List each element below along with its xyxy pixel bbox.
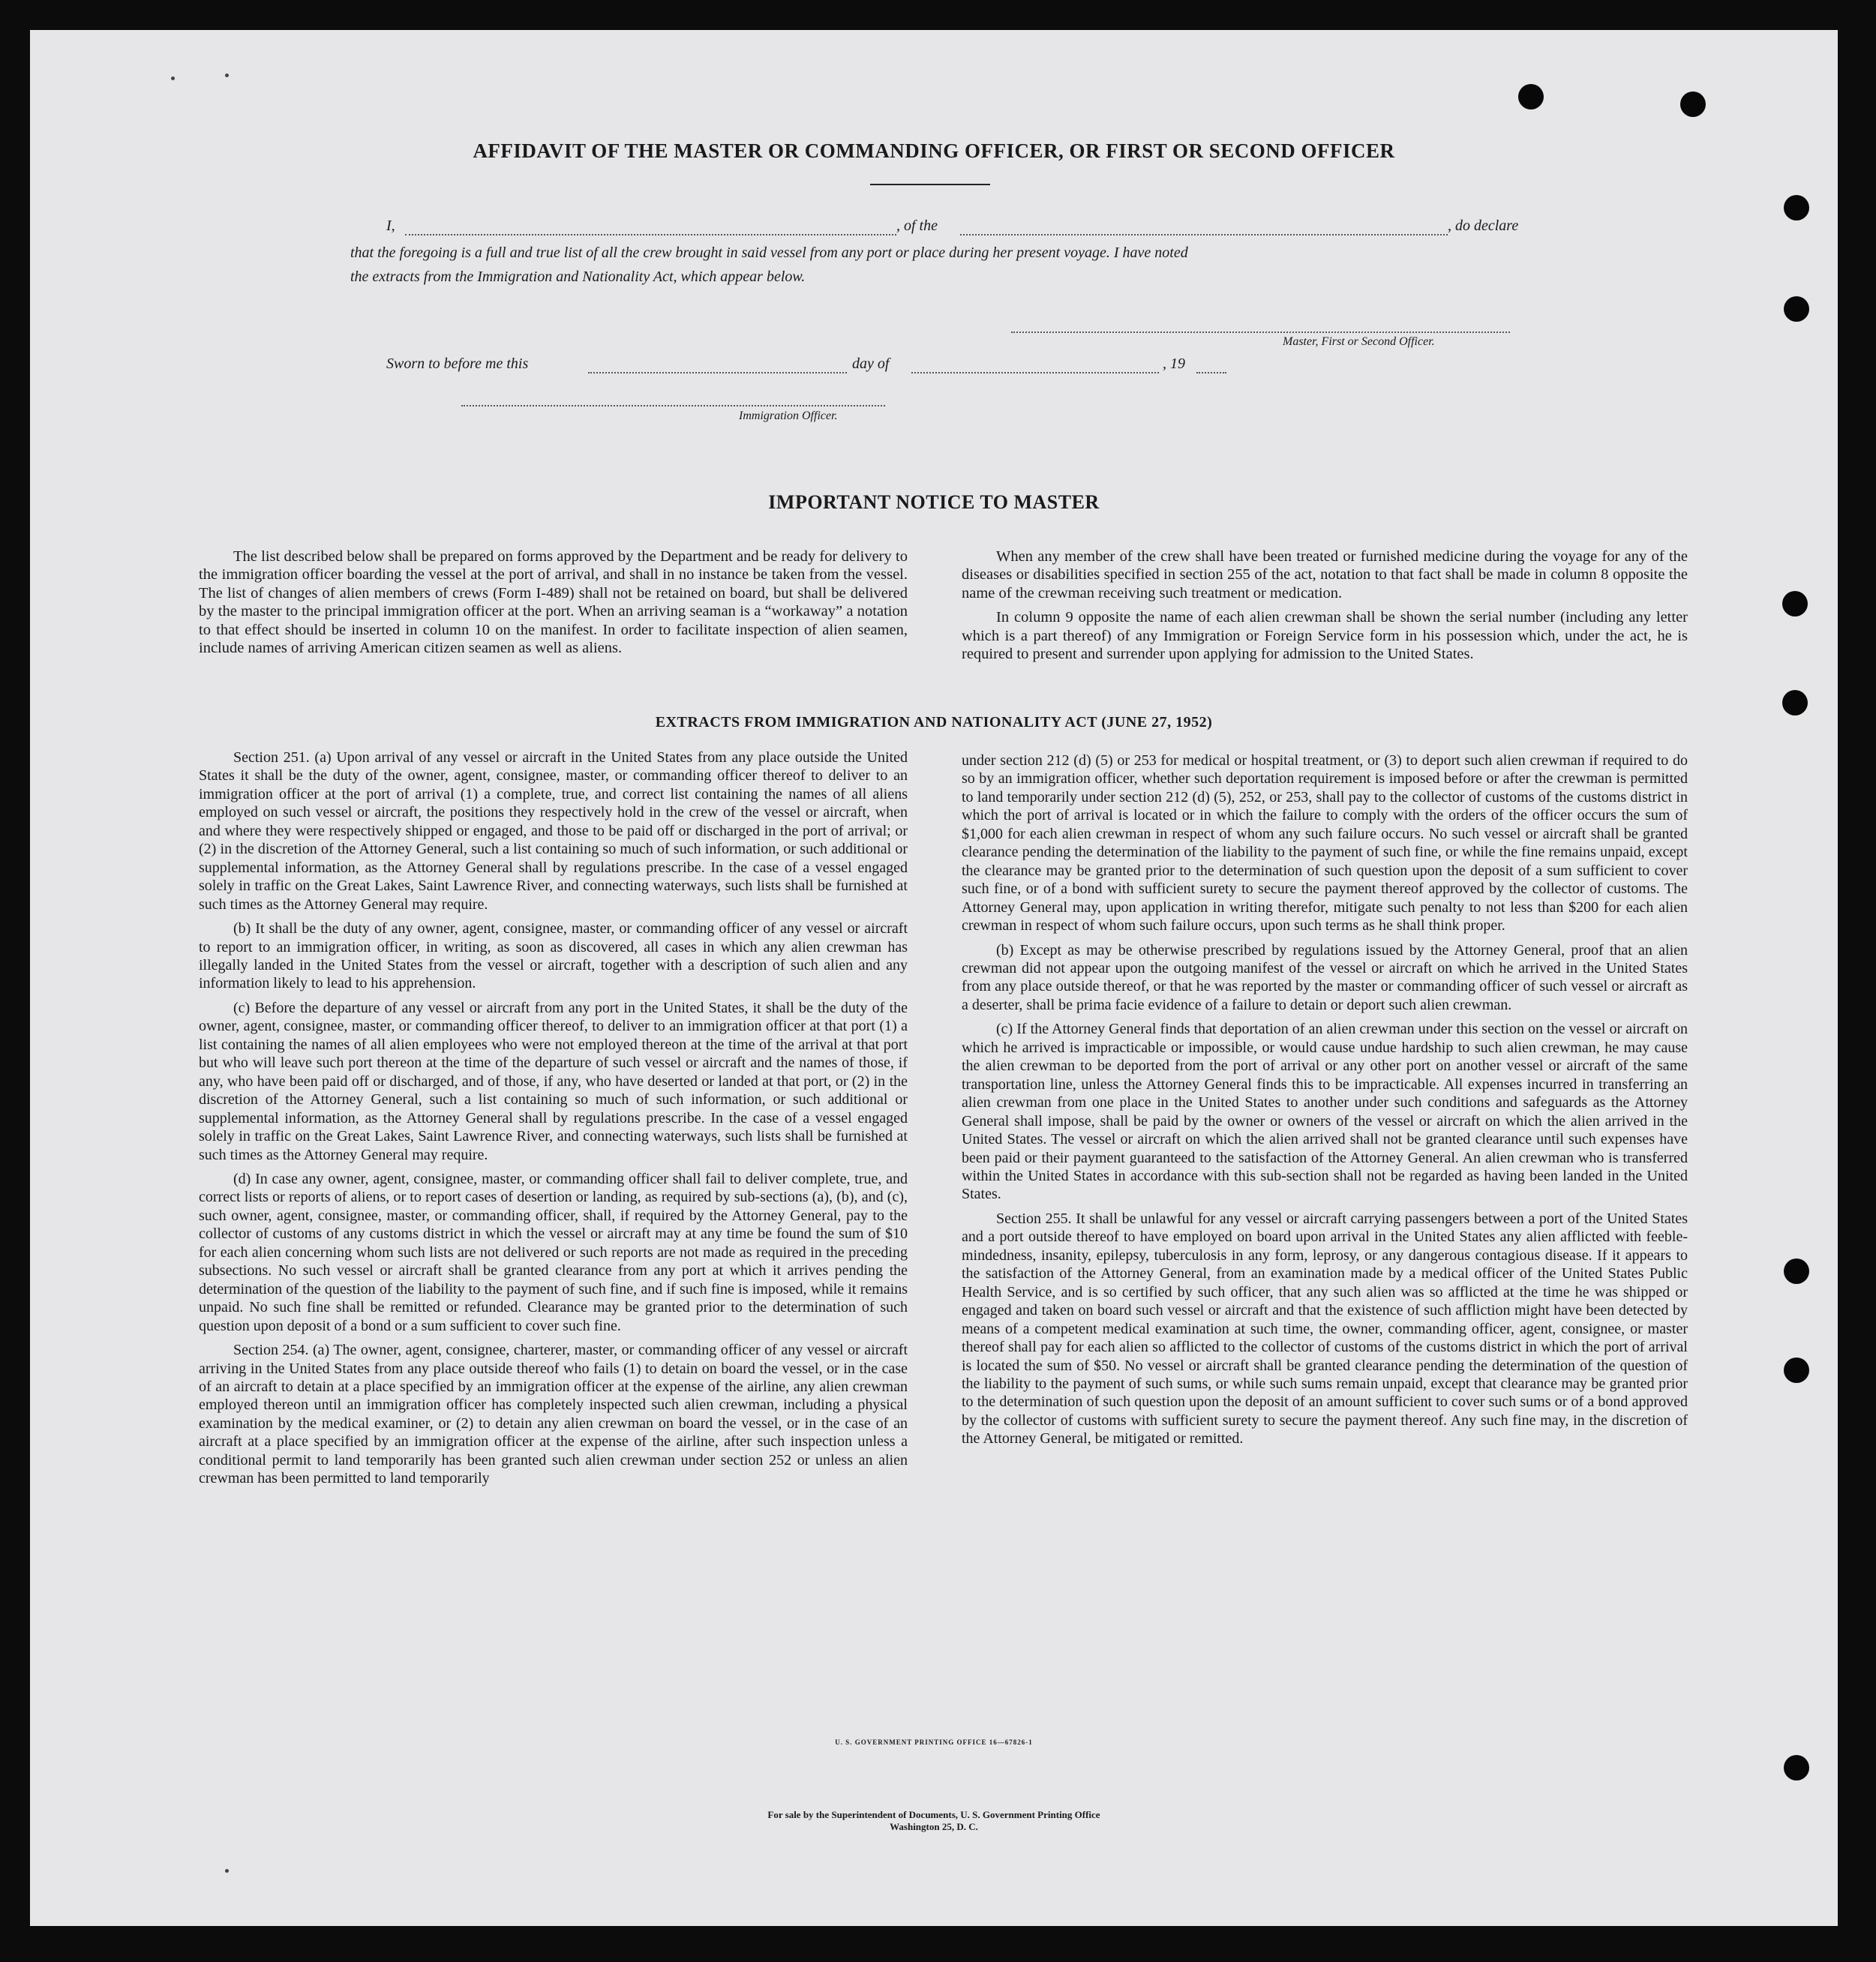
section-254-a: Section 254. (a) The owner, agent, consignee, charterer, master, or commanding officer of any vessel or aircraft arriving in the United States from any place outside thereof who fails (1) to detain on board the vessel, or in the case of an aircraft to detain at a place specified by an immigration officer at the expense of the airline, any alien crewman employed thereon until an immigration officer has completely inspected such alien crewman, including a physical examination by the medical examiner, or (2) to detain any alien crewman on board the vessel, or in the case of an aircraft at a place specified by an immigration officer at the expense of the airline, after such inspection unless a conditional permit to land temporarily has been granted such alien crewman under section 252 or unless an alien crewman has been permitted to land temporarily	[199, 1342, 908, 1487]
notice-paragraph: When any member of the crew shall have been treated or furnished medicine during the voyage for any of the diseases or disabilities specified in section 255 of the act, notation to that fact shall be made in column 8 opposite the name of the crewman receiving such treatment or medication.	[962, 548, 1688, 602]
notice-paragraph: The list described below shall be prepared on forms approved by the Department and be ready for delivery to the immigration officer boarding the vessel at the port of arrival, and shall in no instance be taken from the vessel. The list of changes of alien members of crews (Form I-489) shall not be retained on board, but shall be delivered by the master to the principal immigration officer at the port. When an arriving seaman is a “workaway” a notation to that effect should be inserted in column 10 on the manifest. In order to facilitate inspection of alien seamen, include names of arriving American citizen seamen as well as aliens.	[199, 548, 908, 657]
punch-hole	[1784, 195, 1809, 220]
notice-paragraph: In column 9 opposite the name of each alien crewman shall be shown the serial number (including any letter which is a part thereof) of any Immigration or Foreign Service form in his possession which, under the act, he is required to present and surrender upon applying for admission to the United States.	[962, 609, 1688, 663]
affidavit-title: AFFIDAVIT OF THE MASTER OR COMMANDING OFFICER, OR FIRST OR SECOND OFFICER	[473, 140, 1395, 162]
extracts-title: EXTRACTS FROM IMMIGRATION AND NATIONALITY ACT (JUNE 27, 1952)	[655, 714, 1213, 730]
notice-left-column	[199, 548, 908, 663]
punch-hole	[1784, 1755, 1809, 1780]
section-251-a: Section 251. (a) Upon arrival of any vessel or aircraft in the United States from any place outside the United States it shall be the duty of the owner, agent, consignee, master, or commanding officer thereof to deliver to an immigration officer at the port of arrival (1) a complete, true, and correct list containing the names of all aliens employed on such vessel or aircraft, the positions they respectively hold in the crew of the vessel or aircraft, when and where they were respectively shipped or engaged, and those to be paid off or discharged in the port of arrival; or (2) in the discretion of the Attorney General, such a list containing so much of such information, or such additional or supplemental information, as the Attorney General shall by regulations prescribe. In the case of a vessel engaged solely in traffic on the Great Lakes, Saint Lawrence River, and connecting waterways, such lists shall be furnished at such times as the Attorney General may require.	[199, 749, 908, 913]
section-251-c: (c) Before the departure of any vessel or aircraft from any port in the United States, it shall be the duty of the owner, agent, consignee, master, or commanding officer thereof, to deliver to an immigration officer at that port (1) a list containing the names of all alien employees who were not employed thereon at the time of the arrival at that port but who will leave such port thereon at the time of the departure of such vessel or aircraft and the names of those, if any, who have been paid off or discharged, and of those, if any, who have deserted or landed at that port, or (2) in the discretion of the Attorney General, such a list containing so much of such information, or such additional or supplemental information, as the Attorney General shall by regulations prescribe. In the case of a vessel engaged solely in traffic on the Great Lakes, Saint Lawrence River, and connecting waterways, such lists shall be furnished at such times as the Attorney General may require.	[199, 999, 908, 1163]
section-255: Section 255. It shall be unlawful for any vessel or aircraft carrying passengers between a port of the United States and a port outside thereof to have employed on board upon arrival in the United States any alien afflicted with feeble-mindedness, insanity, epilepsy, tuberculosis in any form, leprosy, or any dangerous contagious disease. If it appears to the satisfaction of the Attorney General, from an examination made by a medical officer of the United States Public Health Service, and is so certified by such officer, that any such alien was so afflicted at the time he was shipped or engaged and taken on board such vessel or aircraft and that the existence of such affliction might have been detected by means of a competent medical examination at such time, the owner, commanding officer, agent, consignee, or master thereof shall pay for each alien so afflicted to the collector of customs of the customs district in which the port of arrival is located the sum of $50. No vessel or aircraft shall be granted clearance pending the determination of the question of the liability to the payment of such sums, or while such sums remain unpaid, except that clearance may be granted prior to the determination of such question upon the deposit of an amount sufficient to cover such sums or of a bond approved by the collector of customs with sufficient surety to secure the payment thereof. Any such fine may, in the discretion of the Attorney General, be mitigated or remitted.	[962, 1210, 1688, 1448]
immigration-caption: Immigration Officer.	[739, 410, 838, 422]
speck	[171, 76, 175, 80]
immigration-signature-line[interactable]	[461, 405, 885, 406]
affidavit-declare: , do declare	[1448, 218, 1519, 234]
affidavit-i: I,	[386, 218, 395, 234]
name-blank[interactable]	[405, 234, 896, 236]
punch-hole	[1782, 591, 1808, 616]
notice-title: IMPORTANT NOTICE TO MASTER	[768, 491, 1100, 513]
punch-hole	[1680, 92, 1706, 117]
section-251-b: (b) It shall be the duty of any owner, agent, consignee, master, or commanding officer of any vessel or aircraft to report to an immigration officer, in writing, as soon as discovered, all cases in which any alien crewman has illegally landed in the United States from the vessel or aircraft, together with a description of such alien and any information likely to lead to his apprehension.	[199, 920, 908, 992]
year-blank[interactable]	[1196, 372, 1226, 374]
affidavit-line2: that the foregoing is a full and true list of all the crew brought in said vessel from any port or place during her present voyage. I have noted	[350, 244, 1188, 261]
section-254-b: (b) Except as may be otherwise prescribed by regulations issued by the Attorney General, proof that an alien crewman did not appear upon the outgoing manifest of the vessel or aircraft on which he arrived in the United States from any place outside thereof, or that he was reported by the master or commanding officer of such vessel or aircraft as a deserter, shall be prima facie evidence of a failure to detain or deport such alien crewman.	[962, 941, 1688, 1013]
footer-line-2: Washington 25, D. C.	[890, 1821, 978, 1832]
sworn-day-blank[interactable]	[588, 372, 847, 374]
day-of-label: day of	[852, 356, 890, 372]
footer-line-1: For sale by the Superintendent of Documents, U. S. Government Printing Office	[767, 1809, 1100, 1820]
punch-hole	[1784, 296, 1809, 322]
master-caption: Master, First or Second Officer.	[1283, 335, 1435, 348]
punch-hole	[1518, 84, 1544, 110]
affidavit-of-the: , of the	[896, 218, 938, 234]
punch-hole	[1782, 690, 1808, 716]
section-251-d: (d) In case any owner, agent, consignee, master, or commanding officer shall fail to deliver complete, true, and correct lists or reports of aliens, or to report cases of desertion or landing, as required by sub-sections (a), (b), and (c), such owner, agent, consignee, master, or commanding officer, shall, if required by the Attorney General, pay to the collector of customs of any customs district in which the vessel or aircraft may at any time be found the sum of $10 for each alien concerning whom such lists are not delivered or such reports are not made as required in the preceding subsections. No such vessel or aircraft shall be granted clearance from any port at which it arrives pending the determination of the question of the liability to the payment of such fine, and if such fine is imposed, while it remains unpaid. No such fine shall be remitted or refunded. Clearance may be granted prior to the determination of such question upon deposit of a bond or a sum sufficient to cover such fine.	[199, 1170, 908, 1334]
speck	[225, 74, 229, 77]
document-page	[30, 30, 1838, 1926]
vessel-blank[interactable]	[960, 234, 1448, 236]
affidavit-line3: the extracts from the Immigration and Nationality Act, which appear below.	[350, 268, 806, 285]
print-code: U. S. GOVERNMENT PRINTING OFFICE 16—67826-1	[835, 1738, 1033, 1746]
footer	[30, 1809, 1838, 1833]
master-signature-line[interactable]	[1011, 332, 1510, 333]
section-254-a-continued: under section 212 (d) (5) or 253 for medical or hospital treatment, or (3) to deport such alien crewman if required to do so by an immigration officer, whether such deportation requirement is imposed before or after the crewman is permitted to land temporarily under section 212 (d) (5), 252, or 253, shall pay to the collector of customs of the customs district in which the port of arrival is located or in which the failure to comply with the orders of the officer occurs the sum of $1,000 for each alien crewman in respect of whom any such failure occurs. No such vessel or aircraft shall be granted clearance pending the determination of the liability to the payment of such fine, or while the fine remains unpaid, except the clearance may be granted prior to the determination of such question upon the deposit of a sum sufficient to cover such fine, or of a bond with sufficient surety to secure the payment thereof approved by the collector of customs. The Attorney General may, upon application in writing therefor, mitigate such penalty to not less than $200 for each alien crewman in respect of whom such failure occurs, upon such terms as he shall think proper.	[962, 752, 1688, 934]
notice-right-column	[962, 548, 1688, 669]
punch-hole	[1784, 1358, 1809, 1383]
punch-hole	[1784, 1258, 1809, 1284]
section-254-c: (c) If the Attorney General finds that deportation of an alien crewman under this section on the vessel or aircraft on which he arrived is impracticable or impossible, or would cause undue hardship to such alien crewman, he may cause the alien crewman to be deported from the port of arrival or any other port on another vessel or aircraft of the same transportation line, unless the Attorney General finds this to be impracticable. All expenses incurred in transferring an alien crewman from one place in the United States to another under such conditions and safeguards as the Attorney General shall impose, shall be paid by the owner or owners of the vessel or aircraft on which the alien arrived in the United States. The vessel or aircraft on which the alien arrived shall not be granted clearance until such expenses have been paid or their payment guaranteed to the satisfaction of the Attorney General. An alien crewman who is transferred within the United States in accordance with this sub-section shall not be regarded as having been landed in the United States.	[962, 1021, 1688, 1203]
sworn-month-blank[interactable]	[911, 372, 1159, 374]
year-label: , 19	[1163, 356, 1185, 372]
extracts-right-column	[962, 752, 1688, 1454]
speck	[225, 1869, 229, 1873]
extracts-left-column	[199, 748, 908, 1488]
title-rule	[870, 184, 990, 185]
sworn-label: Sworn to before me this	[386, 356, 529, 372]
